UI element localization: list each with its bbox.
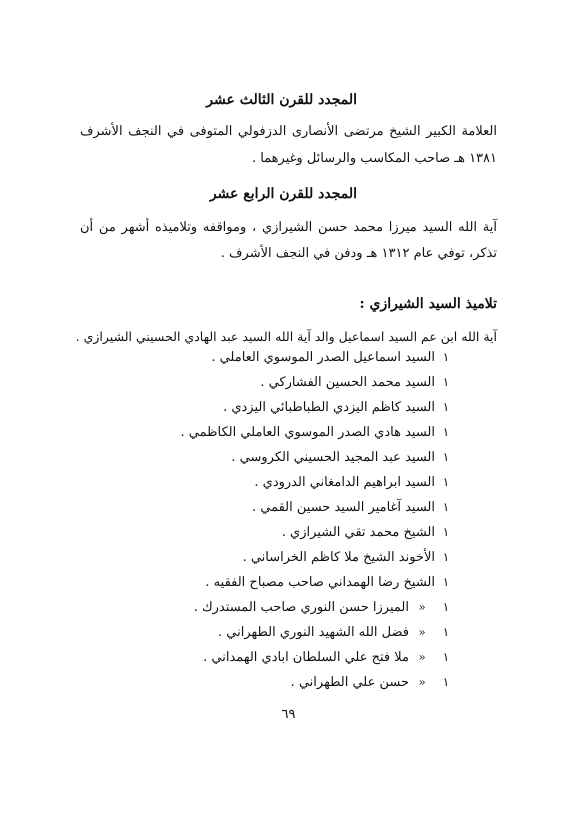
list-marker: ۱ xyxy=(442,350,450,364)
intro-line: آية الله ابن عم السيد اسماعيل والد آية الله السيد عبد الهادي الحسيني الشيرازي . xyxy=(75,329,497,344)
ditto-mark: « xyxy=(418,600,426,614)
list-item-text: السيد محمد الحسين الفشاركي . xyxy=(260,375,435,390)
paragraph-line: ١٣٨١ هـ صاحب المكاسب والرسائل وغيرهما . xyxy=(251,151,497,166)
list-item xyxy=(203,650,457,665)
list-item xyxy=(218,625,457,640)
list-item xyxy=(260,375,457,390)
list-item-text: ملا فتح علي السلطان ابادي الهمداني . xyxy=(203,650,409,665)
list-marker: ۱ xyxy=(442,550,450,564)
list-item xyxy=(205,575,457,590)
list-marker: ۱ xyxy=(442,425,450,439)
list-marker: ۱ xyxy=(442,525,450,539)
list-item-text: السيد هادي الصدر الموسوي العاملي الكاظمي . xyxy=(180,425,435,440)
list-marker: ۱ xyxy=(442,400,450,414)
list-marker: ۱ xyxy=(442,450,450,464)
list-item xyxy=(282,525,457,540)
list-item xyxy=(254,475,457,490)
list-item xyxy=(223,400,457,415)
list-marker: ۱ xyxy=(442,600,450,614)
list-marker: ۱ xyxy=(442,475,450,489)
ditto-mark: « xyxy=(418,675,426,689)
list-item xyxy=(243,550,457,565)
list-marker: ۱ xyxy=(442,575,450,589)
paragraph-line: تذكر، توفي عام ١٣١٢ هـ ودفن في النجف الأشرف . xyxy=(220,246,497,261)
ditto-mark: « xyxy=(418,625,426,639)
list-item xyxy=(252,500,457,515)
list-item-text: حسن علي الطهراني . xyxy=(290,675,409,690)
list-marker: ۱ xyxy=(442,675,450,689)
list-item-text: السيد عبد المجيد الحسيني الكروسي . xyxy=(231,450,435,465)
ditto-mark: « xyxy=(418,650,426,664)
list-marker: ۱ xyxy=(442,375,450,389)
heading-fourteenth-century: المجدد للقرن الرابع عشر xyxy=(209,186,357,202)
list-item-text: السيد اسماعيل الصدر الموسوي العاملي . xyxy=(211,350,435,365)
list-item-text: الأخوند الشيخ ملا كاظم الخراساني . xyxy=(242,550,435,565)
list-item xyxy=(291,675,457,690)
list-item xyxy=(231,450,457,465)
list-marker: ۱ xyxy=(442,650,450,664)
list-marker: ۱ xyxy=(442,625,450,639)
list-item-text: الميرزا حسن النوري صاحب المستدرك . xyxy=(193,600,409,615)
list-item-text: السيد كاظم اليزدي الطباطبائي اليزدي . xyxy=(223,400,435,415)
list-item-text: الشيخ محمد تقي الشيرازي . xyxy=(281,525,435,540)
list-item-text: السيد آغامير السيد حسين القمي . xyxy=(251,500,435,515)
list-item-text: السيد ابراهيم الدامغاني الدرودي . xyxy=(254,475,435,490)
list-item xyxy=(181,425,457,440)
paragraph-line: آية الله السيد ميرزا محمد حسن الشيرازي ، ومواقفه وتلاميذه أشهر من أن xyxy=(80,220,497,235)
list-item xyxy=(211,350,457,365)
heading-thirteenth-century: المجدد للقرن الثالث عشر xyxy=(206,92,357,108)
list-item-text: فضل الله الشهيد النوري الطهراني . xyxy=(217,625,409,640)
page-number: ٦٩ xyxy=(281,707,296,722)
list-marker: ۱ xyxy=(442,500,450,514)
list-item-text: الشيخ رضا الهمداني صاحب مصباح الفقيه . xyxy=(205,575,435,590)
paragraph-line: العلامة الكبير الشيخ مرتضى الأنصارى الدزفولي المتوفى في النجف الأشرف xyxy=(80,124,497,139)
students-heading: تلاميذ السيد الشيرازي : xyxy=(359,296,497,312)
list-item xyxy=(194,600,457,615)
